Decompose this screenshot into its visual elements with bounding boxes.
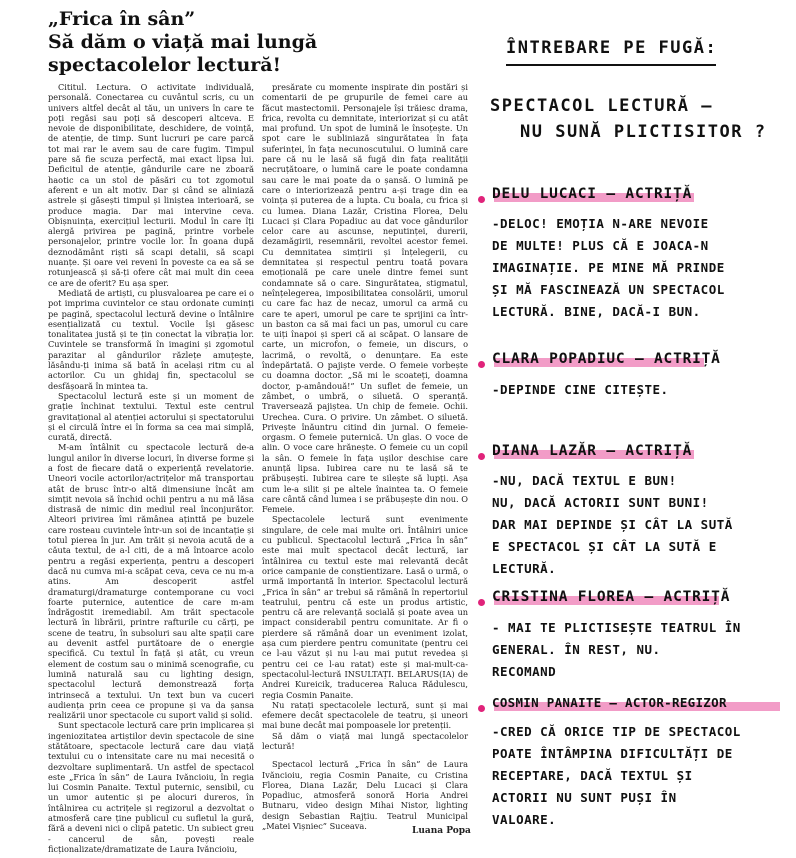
question-title: ÎNTREBARE PE FUGĂ: (506, 38, 718, 58)
handwritten-sidebar (478, 18, 790, 848)
bullet-dot (478, 196, 485, 203)
answer-name: DELU LUCACI – ACTRIȚĂ (492, 186, 693, 202)
paragraph: Mediată de artiști, cu plusvaloarea pe care ei o pot imprima cuvintelor ce stau ordonate cuminți pe pagină, spectacolul lectură devine o întâlnire esențializată cu textul. Vocile își găsesc tonalitatea justă și te țin conectat la vibrația lor. Cuvintele se transformă în imagini și zgomotul parazitar al gândurilor răzlețe amuțește, lăsându-ți inima să bată în același ritm cu al actorilor. Cu un ghidaj fin, spectacolul se desfășoară în mintea ta. (48, 287, 254, 391)
answer-line: ȘI MĂ FASCINEAZĂ UN SPECTACOL (492, 282, 725, 297)
answer-line: -DEPINDE CINE CITEȘTE. (492, 382, 669, 397)
answer-line: -CRED CĂ ORICE TIP DE SPECTACOL (492, 724, 741, 739)
answer-line: GENERAL. ÎN REST, NU. (492, 642, 661, 657)
answer-line: NU, DACĂ ACTORII SUNT BUNI! (492, 495, 709, 510)
answer-line: LECTURĂ. (492, 561, 557, 576)
paragraph: Spectacolul lectură este și un moment de grație închinat textului. Textul este centrul gravitațional al atenției actorului și spectatorului și el circulă între ei în forma sa cea mai simplă, curată, directă. (48, 390, 254, 443)
article-column-1 (48, 82, 254, 854)
answer-line: - MAI TE PLICTISEȘTE TEATRUL ÎN (492, 620, 741, 635)
answer-line: -NU, DACĂ TEXTUL E BUN! (492, 473, 677, 488)
bullet-dot (478, 361, 485, 368)
answer-line: E SPECTACOL ȘI CÂT LA SUTĂ E (492, 539, 717, 554)
author-signature: Luana Popa (412, 826, 471, 836)
paragraph: Sunt spectacole lectură care prin implicarea și ingeniozitatea artiștilor devin spectacole de sine stătătoare, spectacole lectură care dau viață textului cu o intensitate care nu mai necesită o dezvoltare suplimentară. Un astfel de spectacol este „Frica în sân” de Laura Ivăncioiu, în regia lui Cosmin Panaite. Textul puternic, sensibil, cu un umor autentic și pe alocuri dureros, în întâlnirea cu actrițele și regizorul a dezvoltat o atmosferă care ține publicul cu sufletul la gură, fără a deveni nici o clipă patetic. Un subiect greu - cancerul de sân, povești reale ficționalizate/dramatizate de Laura Ivăncioiu, (48, 720, 254, 854)
answer-line: RECEPTARE, DACĂ TEXTUL ȘI (492, 768, 693, 783)
paragraph: Spectacolele lectură sunt evenimente singulare, de cele mai multe ori. Întâlniri unice cu publicul. Spectacolul lectură „Frica în sân” este mai mult spectacol decât lectură, iar întâlnirea cu textul este mai relevantă decât orice campanie de conștientizare. Lasă o urmă, o urmă importantă în interior. Spectacolul lectură „Frica în sân” ar trebui să rămână în repertoriul teatrului, pentru că este un produs artistic, pentru că are relevanță socială și poate avea un impact considerabil pentru comunitate. Ar fi o pierdere să rămână doar un eveniment izolat, așa cum pierdere pentru comunitate (pentru cei ce l-au văzut și nu l-au mai putut revedea și pentru cei ce l-au ratat) este și mai-mult-ca-spectacolul-lectură INSULTAȚI. BELARUS(IA) de Andrei Kureicik, traducerea Raluca Rădulescu, regia Cosmin Panaite. (262, 514, 468, 700)
answer-name: DIANA LAZĂR – ACTRIȚĂ (492, 443, 693, 459)
paragraph: Nu ratați spectacolele lectură, sunt și mai efemere decât spectacolele de teatru, și uneori mai bune decât mai pompoasele lor pretenții. (262, 699, 468, 731)
title-line-3: spectacolelor lectură! (48, 54, 281, 76)
question-line-2: NU SUNĂ PLICTISITOR ? (520, 122, 767, 142)
bullet-dot (478, 599, 485, 606)
answer-name: COSMIN PANAITE – ACTOR-REGIZOR (492, 695, 727, 710)
paragraph: presărate cu momente inspirate din postări și comentarii de pe grupurile de femei care au făcut mastectomii. Personajele își trăiesc drama, frica, revolta cu demnitate, interiorizat și cu atât mai profund. Un spot de lumină le însoțește. Un spot care le subliniază singurătatea în fața suferinței, în fața necunoscutului. O lumină care pare că nu le lasă să fugă din fața realității necruțătoare, o lumină care le poate condamna sau care le mai poate da o șansă. O lumină pe care o interiorizează pentru a-și trage din ea voința și puterea de a lupta. Cu boala, cu frica și cu lumea. Diana Lazăr, Cristina Florea, Delu Lucaci și Clara Popadiuc au dat voce gândurilor celor care au ascunse, neputinței, durerii, dezamăgirii, resemnării, revoltei acestor femei. Cu demnitatea simțirii și înțelegerii, cu demnitatea și respectul pentru toată povara emoțională pe care unele dintre femei sunt condamnate să o care. Singurătatea, stigmatul, neînțelegerea, imposibilitatea consolării, umorul cu care fac haz de necaz, umorul ca armă cu care te aperi, umorul pe care te sprijini ca într-un baston ca să mai faci un pas, umorul cu care te uiți înapoi și speri că ai scăpat. O lansare de carte, un microfon, o femeie, un discurs, o lacrimă, o revoltă, o denunțare. Ea este îndepărtată. O pajiște verde. O femeie vorbește cu doamna doctor. „Să mi le scoateți, doamna doctor, p-amândouă!” Un suflet de femeie, un zâmbet, o umbră, o siluetă. O speranță. Traversează pajiștea. Un chip de femeie. Ochii. Urechea. Cura. O privire. Un zâmbet. O siluetă. Privește înăuntru citind din jurnal. O femeie-orgasm. O femeie puternică. Un glas. O voce de alin. O voce care hrănește. O femeie cu un copil la sân. O femeie în fața ușilor deschise care anunță lipsa. Iubirea care nu te lasă să te prăbușești. Iubirea care te silește să lupți. Așa cum le-a silit și pe altele înaintea ta. O femeie care cântă când lumea i se prăbușește din nou. O Femeie. (262, 82, 468, 515)
article-title (48, 8, 468, 77)
paragraph: Cititul. Lectura. O activitate individuală, personală. Conectarea cu cuvântul scris, cu un univers altfel decât al tău, un univers în care te poți regăsi sau poți să descoperi altceva. E nevoie de disponibilitate, deschidere, de voință, de atenție, de timp. Sunt lucruri pe care parcă tot mai rar le avem sau de care fugim. Timpul pare să fie scuza perfectă, mai exact lipsa lui. Deficitul de atenție, gândurile care ne zboară haotic ca un stol de păsări cu tot zgomotul aferent e un alt motiv. Dar și când se aliniază astrele și găsești timpul și liniștea interioară, se produce magia. Dar mai intervine ceva. Obișnuința, exercițiul lecturii. Modul în care îți alergă privirea pe pagină, printre vorbele personajelor, printre vocile lor. În goana după deznodământ riști să scapi detalii, să scapi nuanțe. Și oare vei reveni în poveste ca ea să se rotunjească și să-ți ofere cât mai mult din ceea ce are de oferit? Eu așa sper. (48, 82, 254, 288)
answer-line: DE MULTE! PLUS CĂ E JOACA-N (492, 238, 709, 253)
title-line-2: Să dăm o viață mai lungă (48, 31, 318, 53)
paragraph: M-am întâlnit cu spectacole lectură de-a lungul anilor în diverse locuri, în diverse forme și a fost de fiecare dată o experiență revelatorie. Uneori vocile actorilor/actrițelor mă transportau atât de brusc într-o altă dimensiune încât am simțit nevoia să închid ochii pentru a nu mă lăsa distrasă de nimic din mediul real înconjurător. Alteori privirea îmi rămânea aținttă pe buzele care rosteau cuvintele într-un soi de incantație și totul pierea în jur. Am trăit și nevoia acută de a căuta textul, de a-l citi, de a mă întoarce acolo pentru a regăsi experiența, pentru a descoperi dacă nu cumva mi-a scăpat ceva, ceva ce nu m-a atins. Am descoperit astfel dramaturgi/dramaturge contemporane cu voci foarte puternice, autentice de care m-am îndrăgostit iremediabil. Am trăit spectacole lectură în librării, printre rafturile cu cărți, pe scene de teatru, în subsoluri sau alte spații care au devenit astfel purtătoare de o energie specifică. Cu textul în față și atât, cu vreun element de costum sau o minimă scenografie, cu lumină naturală sau cu lighting design, spectacolul lectură demonstrează forța intrinsecă a textului. Un text bun va cuceri audiența prin ceea ce propune și va da șansa realizării unor spectacole cu suport valid și solid. (48, 442, 254, 721)
question-line-1: SPECTACOL LECTURĂ – (490, 96, 713, 116)
paragraph: Spectacol lectură „Frica în sân” de Laura Ivăncioiu, regia Cosmin Panaite, cu Cristina Florea, Diana Lazăr, Delu Lucaci și Clara Popadiuc, atmosferă sonoră Horia Andrei Butnaru, video design Mihai Nistor, lighting design Sebastian Rajțiu. Teatrul Municipal „Matei Vișniec” Suceava. (262, 759, 468, 832)
answer-line: LECTURĂ. BINE, DACĂ-I BUN. (492, 304, 701, 319)
paragraph: Să dăm o viață mai lungă spectacolelor lectură! (262, 730, 468, 751)
title-underline (506, 64, 716, 66)
answer-line: RECOMAND (492, 664, 557, 679)
answer-line: IMAGINAȚIE. PE MINE MĂ PRINDE (492, 260, 725, 275)
answer-line: -DELOC! EMOȚIA N-ARE NEVOIE (492, 216, 709, 231)
answer-line: DAR MAI DEPINDE ȘI CÂT LA SUTĂ (492, 517, 733, 532)
answer-name: CLARA POPADIUC – ACTRIȚĂ (492, 351, 721, 367)
answer-name: CRISTINA FLOREA – ACTRIȚĂ (492, 589, 731, 605)
title-line-1: „Frica în sân” (48, 8, 196, 30)
bullet-dot (478, 705, 485, 712)
bullet-dot (478, 453, 485, 460)
answer-line: VALOARE. (492, 812, 557, 827)
answer-line: POATE ÎNTÂMPINA DIFICULTĂȚI DE (492, 746, 733, 761)
answer-line: ACTORII NU SUNT PUȘI ÎN (492, 790, 677, 805)
